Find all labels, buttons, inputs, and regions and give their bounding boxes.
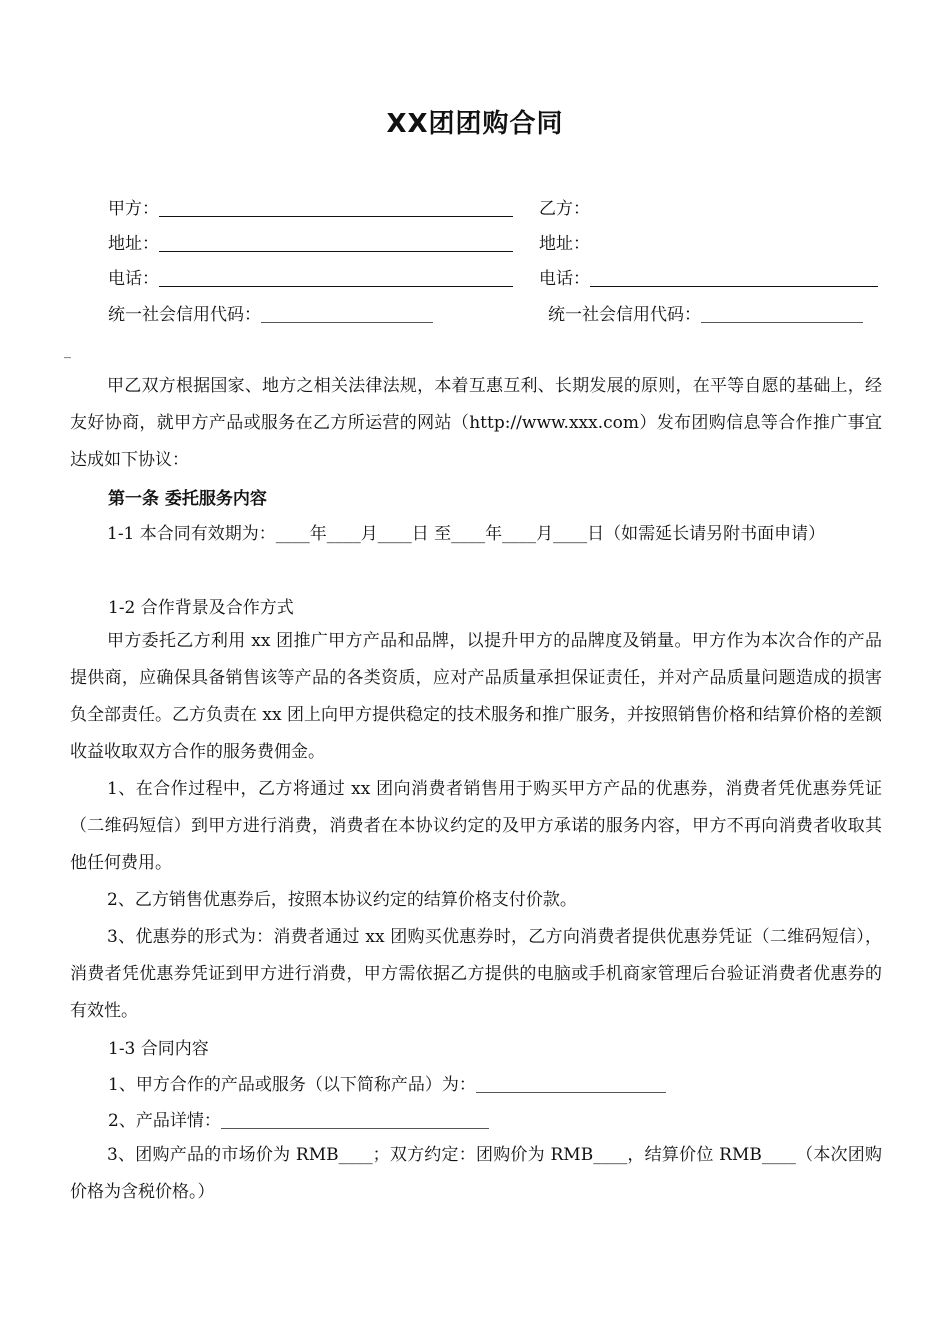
credit-code-a-row xyxy=(108,304,433,326)
item-2-paragraph: 2、乙方销售优惠券后，按照本协议约定的结算价格支付价款。 xyxy=(107,890,577,910)
address-a-label: 地址： xyxy=(108,234,159,254)
phone-b-blank xyxy=(590,268,878,287)
content-3-paragraph: 3、团购产品的市场价为 RMB____；双方约定：团购价为 RMB____，结算价位 RMB____（本次团购价格为含税价格。） xyxy=(70,1145,882,1202)
credit-code-a-blank xyxy=(261,305,433,323)
phone-a-label: 电话： xyxy=(108,269,159,289)
content-2-row xyxy=(108,1110,489,1132)
content-1-row xyxy=(108,1074,666,1096)
credit-code-b-label: 统一社会信用代码： xyxy=(548,305,701,325)
phone-a-blank xyxy=(159,268,513,287)
credit-code-a-label: 统一社会信用代码： xyxy=(108,305,261,325)
phone-a-row xyxy=(108,268,513,290)
content-2-label: 2、产品详情： xyxy=(108,1111,221,1131)
address-a-blank xyxy=(159,233,513,252)
clause-1-3-heading: 1-3 合同内容 xyxy=(108,1039,209,1059)
phone-b-row xyxy=(539,268,878,290)
clause-1-2-body: 甲方委托乙方利用 xx 团推广甲方产品和品牌，以提升甲方的品牌度及销量。甲方作为本次合作的产品提供商，应确保具备销售该等产品的各类资质，应对产品质量承担保证责任，并对产品质量问题造成的损害负全部责任。乙方负责在 xx 团上向甲方提供稳定的技术服务和推广服务，并按照销售价格和结算价格的差额收益收取双方合作的服务费佣金。 xyxy=(70,631,882,762)
article-1-heading: 第一条 委托服务内容 xyxy=(108,489,267,509)
item-1-paragraph: 1、在合作过程中，乙方将通过 xx 团向消费者销售用于购买甲方产品的优惠券，消费者凭优惠券凭证（二维码短信）到甲方进行消费，消费者在本协议约定的及甲方承诺的服务内容，甲方不再向消费者收取其他任何费用。 xyxy=(70,779,882,873)
address-b-label: 地址： xyxy=(539,234,590,254)
party-b-label: 乙方： xyxy=(539,199,590,219)
clause-1-2-heading: 1-2 合作背景及合作方式 xyxy=(108,598,294,618)
intro-paragraph: 甲乙双方根据国家、地方之相关法律法规，本着互惠互利、长期发展的原则，在平等自愿的基础上，经友好协商，就甲方产品或服务在乙方所运营的网站（http://www.xxx.com）发布团购信息等合作推广事宜达成如下协议： xyxy=(70,376,882,470)
clause-1-1: 1-1 本合同有效期为：____年____月____日 至____年____月____日（如需延长请另附书面申请） xyxy=(107,524,826,544)
credit-code-b-row xyxy=(548,304,863,326)
party-b-row xyxy=(539,198,590,220)
stray-underscore: _ xyxy=(64,343,71,359)
content-1-blank xyxy=(476,1075,666,1093)
credit-code-b-blank xyxy=(701,305,863,323)
address-b-row xyxy=(539,233,590,255)
party-a-blank xyxy=(159,198,513,217)
document-title: XX团团购合同 xyxy=(386,109,564,139)
content-1-label: 1、甲方合作的产品或服务（以下简称产品）为： xyxy=(108,1075,476,1095)
party-a-label: 甲方： xyxy=(108,199,159,219)
item-3-paragraph: 3、优惠券的形式为：消费者通过 xx 团购买优惠券时，乙方向消费者提供优惠券凭证（二维码短信），消费者凭优惠券凭证到甲方进行消费，甲方需依据乙方提供的电脑或手机商家管理后台验证消费者优惠券的有效性。 xyxy=(70,927,882,1021)
content-2-blank xyxy=(221,1111,489,1129)
party-a-row xyxy=(108,198,513,220)
phone-b-label: 电话： xyxy=(539,269,590,289)
address-a-row xyxy=(108,233,513,255)
